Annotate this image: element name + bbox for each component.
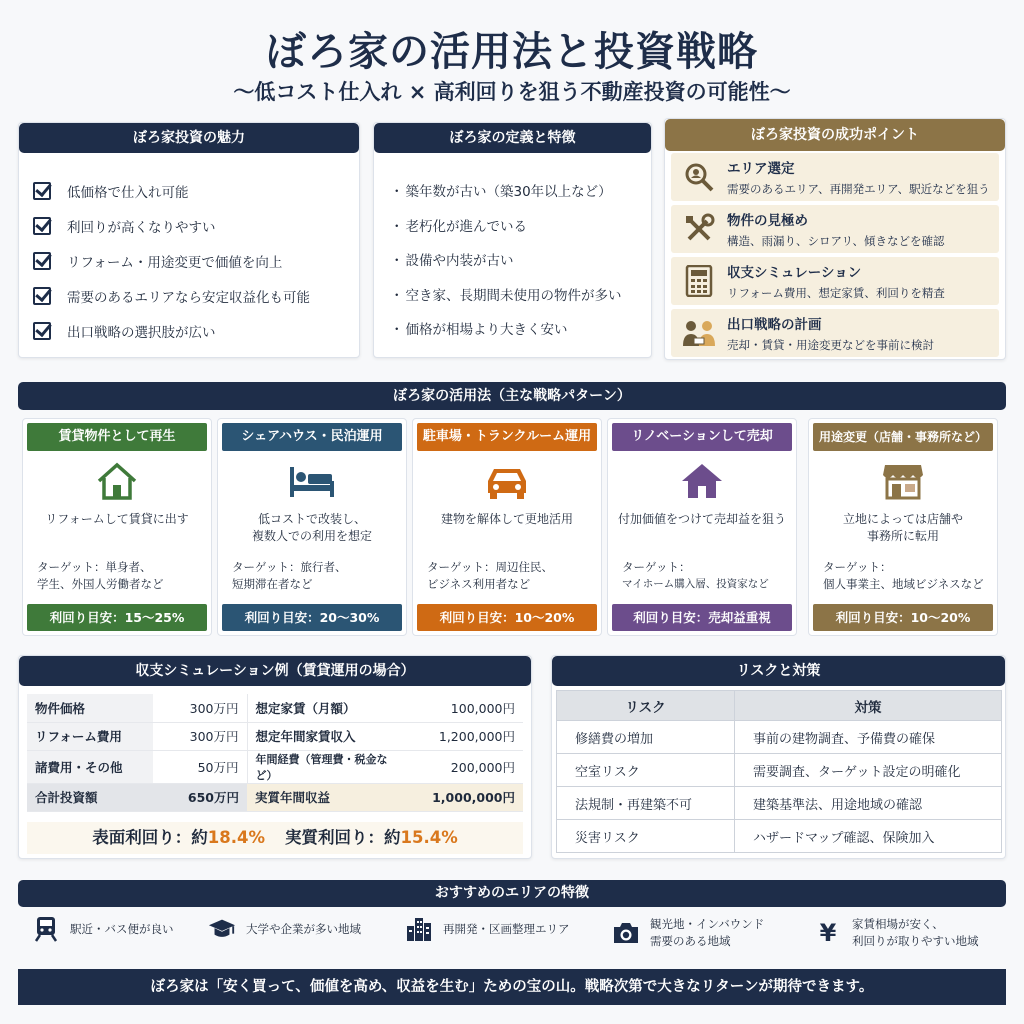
area-text: 大学や企業が多い地域 <box>246 921 361 936</box>
table-row <box>27 750 523 783</box>
appeal-item-text: 低価格で仕入れ可能 <box>67 184 189 201</box>
strategy-yield: 利回り目安：20〜30% <box>222 604 402 631</box>
appeal-item <box>33 208 349 243</box>
page-title: ぼろ家の活用法と投資戦略 <box>266 29 758 75</box>
strategy-target <box>622 559 790 593</box>
strategy-card <box>808 418 998 636</box>
definition-item: ・ 老朽化が進んでいる <box>390 208 641 243</box>
table-header-row <box>557 691 1002 721</box>
strategy-yield: 利回り目安：10〜20% <box>813 604 993 631</box>
table-cell: 法規制・再建築不可 <box>557 787 735 820</box>
house-icon <box>23 461 211 501</box>
column-header: リスク <box>557 691 735 721</box>
strategy-target-line: ターゲット： <box>823 560 892 574</box>
table-cell: 50万円 <box>153 750 247 783</box>
table-cell: 想定年間家賃収入 <box>247 722 397 750</box>
car-icon <box>413 461 601 501</box>
strategy-card <box>412 418 602 636</box>
table-cell: 諸費用・その他 <box>27 750 153 783</box>
table-cell: 想定家賃（月額） <box>247 694 397 722</box>
calculator-icon <box>679 261 719 301</box>
table-cell: 物件価格 <box>27 694 153 722</box>
risk-header: リスクと対策 <box>552 656 1005 686</box>
store-icon <box>809 461 997 501</box>
strategy-card <box>217 418 407 636</box>
checkbox-icon <box>33 322 51 340</box>
definition-panel <box>373 122 652 358</box>
area-text: 観光地・インバウンド 需要のある地域 <box>650 917 765 948</box>
checkbox-icon <box>33 287 51 305</box>
tools-icon <box>679 209 719 249</box>
success-point-title: 収支シミュレーション <box>727 265 862 281</box>
camera-icon <box>612 920 640 946</box>
gross-yield-value: 18.4% <box>207 828 265 847</box>
table-cell: 需要調査、ターゲット設定の明確化 <box>735 754 1002 787</box>
house-icon <box>608 461 796 501</box>
table-cell: 650万円 <box>153 783 247 811</box>
table-cell: 建築基準法、用途地域の確認 <box>735 787 1002 820</box>
area-item <box>405 916 570 942</box>
strategy-target-line: 短期滞在者など <box>232 577 313 591</box>
strategy-target-line: ターゲット：旅行者、 <box>232 560 347 574</box>
strategy-desc: 建物を解体して更地活用 <box>440 512 573 526</box>
appeal-item-text: リフォーム・用途変更で価値を向上 <box>67 254 283 271</box>
strategy-target-line: ターゲット：周辺住民、 <box>427 560 554 574</box>
table-row <box>557 787 1002 820</box>
table-row <box>27 783 523 811</box>
table-cell: 合計投資額 <box>27 783 153 811</box>
table-row <box>557 721 1002 754</box>
success-point-title: 物件の見極め <box>727 213 808 229</box>
appeal-item <box>33 313 349 348</box>
strategy-desc: 立地によっては店舗や 事務所に転用 <box>842 512 963 543</box>
strategy-title: 用途変更（店舗・事務所など） <box>813 423 993 451</box>
table-cell: 実質年間収益 <box>247 783 397 811</box>
area-item <box>208 916 361 942</box>
net-yield-label: 実質利回り：約 <box>285 828 401 847</box>
column-header: 対策 <box>735 691 1002 721</box>
success-point-desc: 構造、雨漏り、シロアリ、傾きなどを確認 <box>727 234 945 248</box>
table-cell: 300万円 <box>153 694 247 722</box>
meeting-icon <box>679 313 719 353</box>
strategy-title: 駐車場・トランクルーム運用 <box>417 423 597 451</box>
strategy-target-line: 個人事業主、地域ビジネスなど <box>823 577 984 591</box>
appeal-panel <box>18 122 360 358</box>
strategy-yield: 利回り目安：売却益重視 <box>612 604 792 631</box>
risk-table <box>556 690 1002 853</box>
footer-banner: ぼろ家は「安く買って、価値を高め、収益を生む」ための宝の山。戦略次第で大きなリターンが期待できます。 <box>18 969 1006 1005</box>
success-point-title: 出口戦略の計画 <box>727 317 822 333</box>
table-row <box>557 754 1002 787</box>
graduation-cap-icon <box>208 916 236 942</box>
area-item <box>32 916 174 942</box>
train-icon <box>32 916 60 942</box>
strategy-yield: 利回り目安：10〜20% <box>417 604 597 631</box>
strategy-target-line: マイホーム購入層、投資家など <box>622 578 769 590</box>
table-cell: 事前の建物調査、予備費の確保 <box>735 721 1002 754</box>
strategy-target <box>37 559 205 593</box>
definition-list <box>390 173 641 346</box>
success-point-desc: 売却・賃貸・用途変更などを事前に検討 <box>727 338 934 352</box>
success-point-desc: 需要のあるエリア、再開発エリア、駅近などを狙う <box>727 182 990 196</box>
table-cell: 年間経費（管理費・税金など） <box>247 750 397 783</box>
table-cell: ハザードマップ確認、保険加入 <box>735 820 1002 853</box>
strategy-target-line: 学生、外国人労働者など <box>37 577 164 591</box>
appeal-item-text: 出口戦略の選択肢が広い <box>67 324 216 341</box>
simulation-table <box>27 694 523 812</box>
appeal-item <box>33 278 349 313</box>
areas-header: おすすめのエリアの特徴 <box>18 880 1006 907</box>
net-yield-value: 15.4% <box>400 828 458 847</box>
search-icon <box>679 157 719 197</box>
strategy-desc: 低コストで改装し、 複数人での利用を想定 <box>251 512 372 543</box>
appeal-item-text: 需要のあるエリアなら安定収益化も可能 <box>67 289 310 306</box>
strategy-card <box>607 418 797 636</box>
success-header: ぼろ家投資の成功ポイント <box>665 119 1005 151</box>
appeal-item <box>33 173 349 208</box>
strategy-card <box>22 418 212 636</box>
appeal-item-text: 利回りが高くなりやすい <box>67 219 216 236</box>
strategy-desc: 付加価値をつけて売却益を狙う <box>617 512 786 526</box>
strategy-target-line: ビジネス利用者など <box>427 577 531 591</box>
table-row <box>27 694 523 722</box>
appeal-header: ぼろ家投資の魅力 <box>19 123 359 153</box>
success-point <box>671 257 999 305</box>
success-point <box>671 153 999 201</box>
table-cell: 空室リスク <box>557 754 735 787</box>
checkbox-icon <box>33 217 51 235</box>
definition-item: ・ 築年数が古い（築30年以上など） <box>390 173 641 208</box>
table-row <box>27 722 523 750</box>
success-point-title: エリア選定 <box>727 161 795 177</box>
checkbox-icon <box>33 252 51 270</box>
simulation-panel <box>18 655 532 859</box>
success-point <box>671 205 999 253</box>
area-text: 再開発・区画整理エリア <box>443 921 570 936</box>
bed-icon <box>218 461 406 501</box>
appeal-list <box>33 173 349 348</box>
strategy-target <box>232 559 400 593</box>
strategy-target <box>427 559 595 593</box>
strategy-title: シェアハウス・民泊運用 <box>222 423 402 451</box>
strategy-title: 賃貸物件として再生 <box>27 423 207 451</box>
table-cell: 災害リスク <box>557 820 735 853</box>
strategy-title: リノベーションして売却 <box>612 423 792 451</box>
area-item <box>612 916 764 950</box>
strategy-desc: リフォームして賃貸に出す <box>45 512 189 526</box>
checkbox-icon <box>33 182 51 200</box>
table-cell: 修繕費の増加 <box>557 721 735 754</box>
table-cell: 300万円 <box>153 722 247 750</box>
definition-item: ・ 価格が相場より大きく安い <box>390 311 641 346</box>
success-panel <box>664 118 1006 360</box>
buildings-icon <box>405 916 433 942</box>
area-text: 駅近・バス便が良い <box>70 921 174 936</box>
yield-summary <box>27 822 523 854</box>
strategies-header: ぼろ家の活用法（主な戦略パターン） <box>18 382 1006 410</box>
strategy-target-line: ターゲット： <box>622 560 691 574</box>
simulation-header: 収支シミュレーション例（賃貸運用の場合） <box>19 656 531 686</box>
strategy-yield: 利回り目安：15〜25% <box>27 604 207 631</box>
yen-icon: ¥ <box>819 918 837 947</box>
table-row <box>557 820 1002 853</box>
table-cell: 1,200,000円 <box>397 722 523 750</box>
table-cell: 200,000円 <box>397 750 523 783</box>
definition-item: ・ 空き家、長期間未使用の物件が多い <box>390 277 641 312</box>
definition-header: ぼろ家の定義と特徴 <box>374 123 651 153</box>
table-cell: 1,000,000円 <box>397 783 523 811</box>
appeal-item <box>33 243 349 278</box>
strategy-target-line: ターゲット：単身者、 <box>37 560 152 574</box>
success-point <box>671 309 999 357</box>
gross-yield-label: 表面利回り：約 <box>92 828 208 847</box>
strategy-target <box>823 559 991 593</box>
risk-panel <box>551 655 1006 859</box>
success-point-desc: リフォーム費用、想定家賃、利回りを精査 <box>727 286 945 300</box>
area-item <box>814 916 979 950</box>
table-cell: リフォーム費用 <box>27 722 153 750</box>
definition-item: ・ 設備や内装が古い <box>390 242 641 277</box>
area-text: 家賃相場が安く、 利回りが取りやすい地域 <box>852 917 979 948</box>
table-cell: 100,000円 <box>397 694 523 722</box>
page-subtitle: 〜低コスト仕入れ × 高利回りを狙う不動産投資の可能性〜 <box>233 80 791 104</box>
